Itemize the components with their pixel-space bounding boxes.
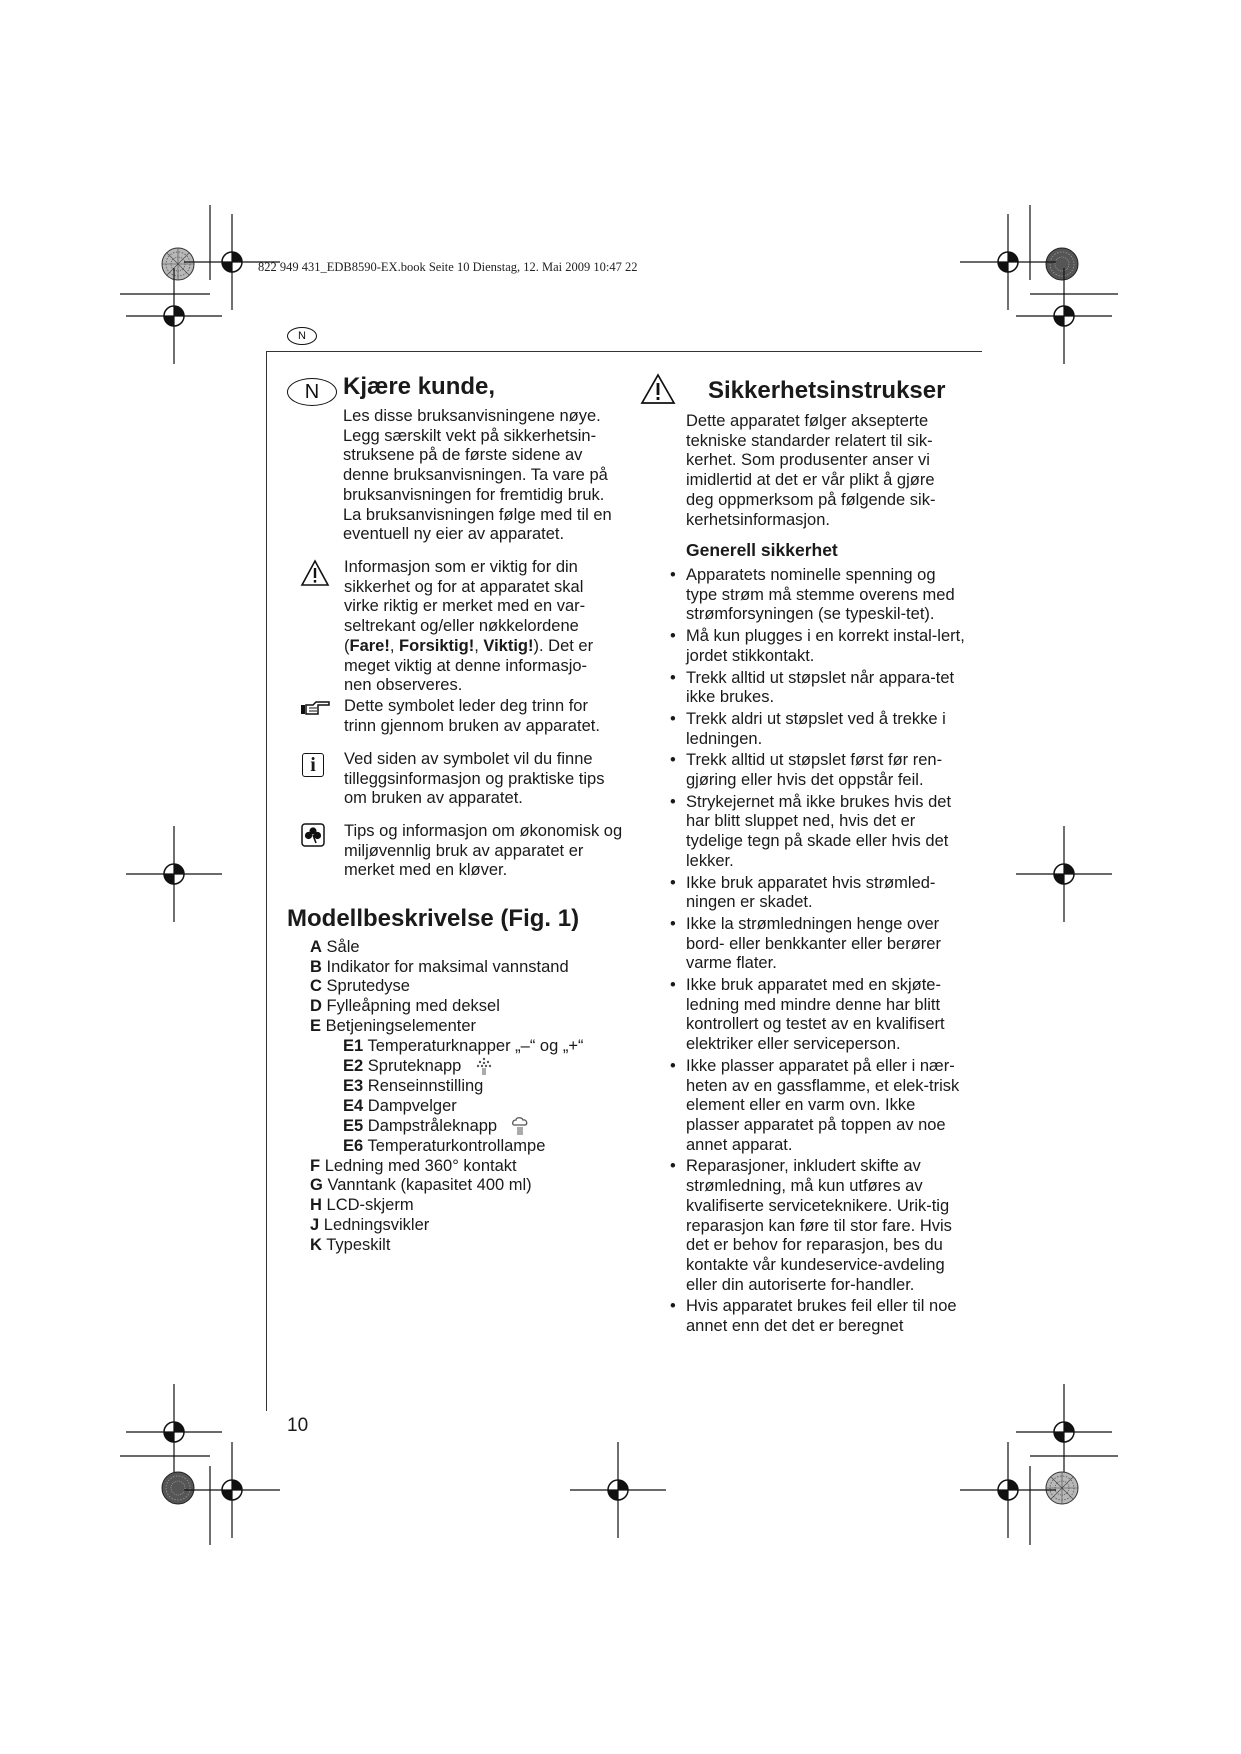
model-item-e1 [310,1037,630,1057]
eco-explanation: Tips og informasjon om økonomisk og miljøvennlig bruk av apparatet er merket med en kløver. [344,822,623,880]
model-parts-list [310,938,630,1255]
model-key-e5: E5 [343,1117,364,1136]
model-key-c: C [310,977,322,996]
model-text-b: Indikator for maksimal vannstand [326,957,569,976]
warning-triangle-icon [300,559,330,587]
spray-icon [474,1056,494,1076]
model-key-e3: E3 [343,1076,364,1095]
model-item-e [310,1017,630,1037]
steam-burst-icon [510,1116,530,1136]
model-key-e1: E1 [343,1036,364,1055]
safety-bullet-item: • Må kun plugges i en korrekt instal-lert, jordet stikkontakt. [670,627,970,666]
keyword-viktig: Viktig! [483,636,534,655]
warning-text-start: Informasjon som er viktig for din sikkerhet og for at apparatet skal virke riktig er merket med en var-seltrekant og/eller nøkkelordene ( [344,558,586,655]
welcome-title: Kjære kunde, [343,373,496,400]
model-item-a [310,938,630,958]
model-key-d: D [310,997,322,1016]
model-key-g: G [310,1176,323,1195]
model-key-h: H [310,1196,322,1215]
safety-bullet-item: • Ikke bruk apparatet med en skjøte-ledning med mindre denne har blitt kontrollert og testet av en kvalifisert elektriker eller serviceperson. [670,976,970,1055]
model-key-k: K [310,1235,322,1254]
keyword-fare: Fare! [349,636,390,655]
file-slug-line: 822 949 431_EDB8590-EX.book Seite 10 Dienstag, 12. Mai 2009 10:47 22 [258,260,638,274]
safety-title: Sikkerhetsinstrukser [708,377,946,404]
safety-bullet-item: • Hvis apparatet brukes feil eller til noe annet enn det det er beregnet [670,1297,970,1336]
general-safety-subtitle: Generell sikkerhet [686,540,838,560]
safety-bullet-list [670,566,970,1339]
model-item-e3 [310,1077,630,1097]
model-key-a: A [310,938,322,956]
language-badge-small [287,327,317,345]
safety-bullet-item: • Trekk alltid ut støpslet når appara-tet ikke brukes. [670,669,970,708]
model-item-k [310,1236,630,1256]
safety-bullet-item: • Reparasjoner, inkludert skifte av strømledning, må kun utføres av kvalifiserte serviceteknikere. Urik-tig reparasjon kan føre til stor fare. Hvis det er behov for reparasjon, bes du kontakte vår kundeservice-avdeling eller din autoriserte for-handler. [670,1157,970,1295]
model-text-f: Ledning med 360° kontakt [324,1156,517,1175]
step-explanation: Dette symbolet leder deg trinn for trinn gjennom bruken av apparatet. [344,697,600,735]
safety-bullet-item: • Apparatets nominelle spenning og type strøm må stemme overens med strømforsyningen (se typeskil-tet). [670,566,970,625]
clover-icon [301,823,325,847]
model-item-b [310,958,630,978]
model-item-j [310,1216,630,1236]
safety-bullet-item: • Ikke bruk apparatet hvis strømled-ningen er skadet. [670,874,970,913]
model-text-e3: Renseinnstilling [367,1076,484,1095]
model-item-d [310,997,630,1017]
language-badge-label: N [304,381,320,403]
safety-bullet-item: • Trekk aldri ut støpslet ved å trekke i ledningen. [670,710,970,749]
model-key-e6: E6 [343,1137,364,1156]
warning-explanation: Informasjon som er viktig for din sikkerhet og for at apparatet skal virke riktig er merket med en var-seltrekant og/eller nøkkelordene (Fare!, Forsiktig!, Viktig!). Det er meget viktig at denne informasjo-nen observeres. [344,558,594,695]
model-key-e2: E2 [343,1057,364,1076]
model-text-e6: Temperaturkontrollampe [367,1137,546,1156]
language-badge-small-label: N [298,330,306,342]
model-text-e4: Dampvelger [367,1096,457,1115]
frame-left-rule [266,351,267,1411]
safety-intro: Dette apparatet følger aksepterte tekniske standarder relatert til sik-kerhet. Som produsenter anser vi imidlertid at det er vår plikt å gjøre deg oppmerksom på følgende sik-kerhetsinformasjon. [686,412,936,529]
model-item-h [310,1196,630,1216]
language-badge [287,378,337,406]
model-item-g [310,1176,630,1196]
model-item-e5 [310,1116,630,1137]
model-text-k: Typeskilt [326,1235,391,1254]
intro-paragraph: Les disse bruksanvisningene nøye. Legg særskilt vekt på sikkerhetsin-struksene på de første sidene av denne bruksanvisningen. Ta vare på bruksanvisningen for fremtidig bruk. La bruksanvisningen følge med til en eventuell ny eier av apparatet. [343,407,612,544]
safety-bullet-item: • Ikke plasser apparatet på eller i nær-heten av en gassflamme, et elek-trisk element eller en varm ovn. Ikke plasser apparatet på toppen av noe annet apparat. [670,1057,970,1156]
model-text-g: Vanntank (kapasitet 400 ml) [327,1176,532,1195]
info-explanation: Ved siden av symbolet vil du finne tilleggsinformasjon og praktiske tips om bruken av apparatet. [344,750,605,808]
model-text-a: Såle [326,938,360,956]
model-item-c [310,977,630,997]
model-key-e4: E4 [343,1096,364,1115]
model-text-j: Ledningsvikler [323,1215,430,1234]
keyword-forsiktig: Forsiktig! [399,636,475,655]
model-item-e4 [310,1097,630,1117]
model-key-e: E [310,1016,322,1035]
warning-triangle-icon [640,373,676,405]
pointing-hand-icon [300,701,330,717]
model-text-h: LCD-skjerm [326,1196,414,1215]
model-key-f: F [310,1156,321,1175]
model-text-d: Fylleåpning med deksel [326,997,500,1016]
safety-bullet-item: • Ikke la strømledningen henge over bord- eller benkkanter eller berører varme flater. [670,915,970,974]
info-icon-glyph: i [310,754,316,776]
model-text-e1: Temperaturknapper „–“ og „+“ [367,1036,584,1055]
model-text-e5: Dampstråleknapp [367,1117,498,1136]
safety-bullet-item: • Strykejernet må ikke brukes hvis det har blitt sluppet ned, hvis det er tydelige tegn på skade eller hvis det lekker. [670,793,970,872]
model-text-e: Betjeningselementer [325,1016,477,1035]
model-key-b: B [310,957,322,976]
model-item-e2 [310,1056,630,1077]
model-item-e6 [310,1137,630,1157]
model-text-e2: Spruteknapp [367,1057,462,1076]
warning-text-end: ). Det er meget viktig at denne informasjo-nen observeres. [344,636,594,695]
model-text-c: Sprutedyse [326,977,410,996]
safety-bullet-item: • Trekk alltid ut støpslet først før ren-gjøring eller hvis det oppstår feil. [670,751,970,790]
page-number: 10 [287,1415,309,1436]
model-key-j: J [310,1215,320,1234]
info-icon [302,753,324,777]
model-description-title: Modellbeskrivelse (Fig. 1) [287,905,580,932]
frame-top-rule [266,351,982,352]
model-item-f [310,1157,630,1177]
